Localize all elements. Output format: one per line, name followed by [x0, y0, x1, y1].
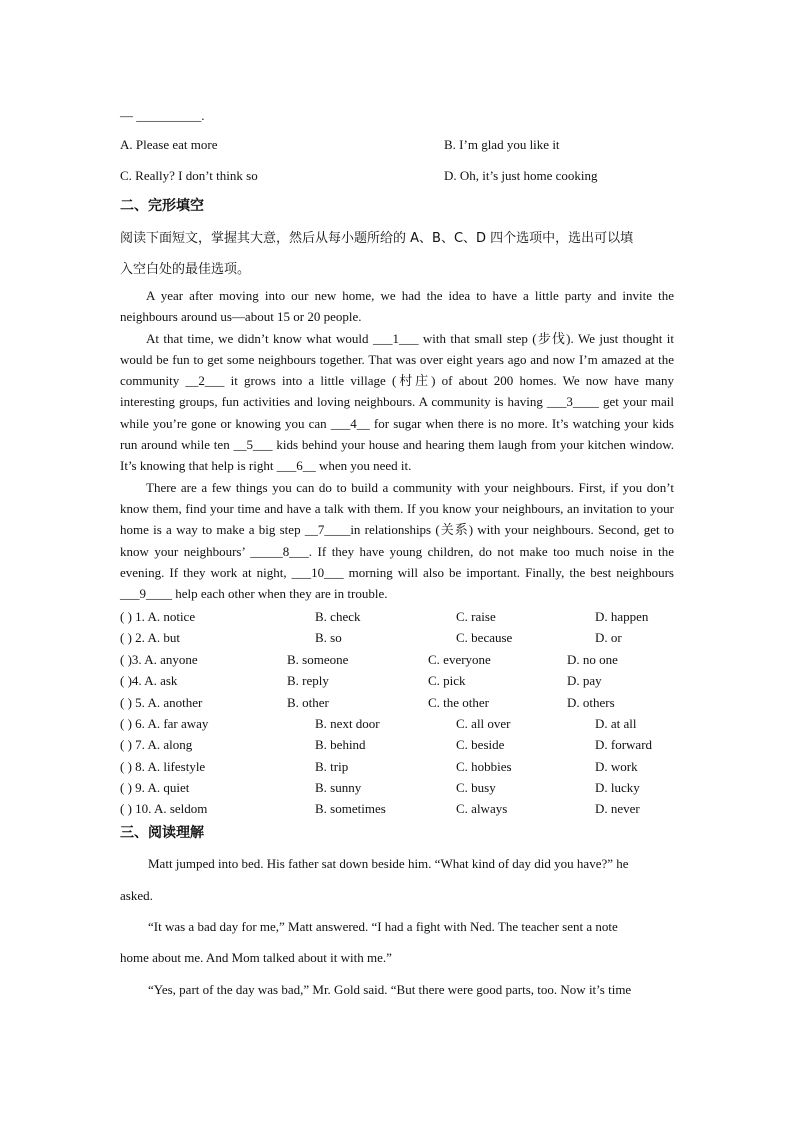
option-b: B. check [315, 609, 361, 624]
cloze-passage [120, 285, 674, 604]
cloze-paragraph-2: At that time, we didn’t know what would ___1___ with that small step (步伐). We just thought it would be fun to get some neighbours together. That was over eight years ago and now I’m amazed at the community __2___ it grows into a little village (村庄) of about 200 homes. We now have many interesting groups, fun activities and loving neighbours. A community is having ___3____ get your mail while you’re gone or knowing you can ___4__ for sugar when there is no more. It’s watching your kids run around while ten __5___ kids behind your house and hearing them laugh from your kitchen window. It’s knowing that help is right ___6__ when you need it. [120, 330, 674, 474]
question-number-option-a: ( )3. A. anyone [120, 652, 198, 667]
option-c: C. hobbies [456, 759, 512, 774]
reading-line-5: “Yes, part of the day was bad,” Mr. Gold said. “But there were good parts, too. Now it’s time [148, 982, 632, 997]
option-c: C. always [456, 801, 508, 816]
question-number-option-a: ( ) 2. A. but [120, 630, 180, 645]
option-b: B. behind [315, 737, 366, 752]
prev-option-a: A. Please eat more [120, 137, 218, 152]
option-d: D. no one [567, 652, 618, 667]
question-row [120, 734, 680, 755]
option-c: C. because [456, 630, 513, 645]
option-d: D. pay [567, 673, 602, 688]
prev-option-c: C. Really? I don’t think so [120, 168, 258, 183]
reading-line-1: Matt jumped into bed. His father sat down beside him. “What kind of day did you have?” he [148, 856, 629, 871]
question-row [120, 670, 680, 691]
option-d: D. happen [595, 609, 649, 624]
question-number-option-a: ( )4. A. ask [120, 673, 178, 688]
option-b: B. sometimes [315, 801, 386, 816]
question-row [120, 692, 680, 713]
option-d: D. never [595, 801, 640, 816]
cloze-paragraph-3: There are a few things you can do to build a community with your neighbours. First, if you don’t know them, find your time and have a talk with them. If you know your neighbours, an invitation to your home is a way to make a big step __7____in relationships (关系) with your neighbours. Second, get to know your neighbours’ _____8___. If they have young children, do not make too much noise in the evening. If they work at night, ___10___ morning will also be important. Finally, the best neighbours ___9____ help each other when they are in trouble. [120, 479, 674, 602]
option-d: D. forward [595, 737, 653, 752]
option-b: B. reply [287, 673, 329, 688]
option-b: B. trip [315, 759, 349, 774]
question-number-option-a: ( ) 10. A. seldom [120, 801, 208, 816]
section-title-cloze: 二、完形填空 [120, 198, 204, 214]
question-number-option-a: ( ) 9. A. quiet [120, 780, 190, 795]
question-row [120, 713, 680, 734]
prev-option-d: D. Oh, it’s just home cooking [444, 168, 598, 183]
question-number-option-a: ( ) 5. A. another [120, 695, 203, 710]
option-b: B. so [315, 630, 342, 645]
question-number-option-a: ( ) 7. A. along [120, 737, 193, 752]
question-number-option-a: ( ) 6. A. far away [120, 716, 209, 731]
section-title-reading: 三、阅读理解 [120, 825, 204, 841]
question-number-option-a: ( ) 1. A. notice [120, 609, 196, 624]
option-d: D. or [595, 630, 622, 645]
question-row [120, 777, 680, 798]
question-number-option-a: ( ) 8. A. lifestyle [120, 759, 206, 774]
option-c: C. all over [456, 716, 511, 731]
answer-blank-line: — __________. [120, 108, 205, 123]
question-row [120, 627, 680, 648]
option-c: C. beside [456, 737, 505, 752]
reading-line-3: “It was a bad day for me,” Matt answered. “I had a fight with Ned. The teacher sent a note [148, 919, 618, 934]
question-row [120, 798, 680, 819]
question-row [120, 649, 680, 670]
option-c: C. pick [428, 673, 466, 688]
option-d: D. others [567, 695, 615, 710]
reading-line-4: home about me. And Mom talked about it with me.” [120, 950, 392, 965]
option-c: C. everyone [428, 652, 491, 667]
option-c: C. the other [428, 695, 490, 710]
question-row [120, 606, 680, 627]
option-d: D. lucky [595, 780, 640, 795]
option-d: D. at all [595, 716, 637, 731]
option-c: C. raise [456, 609, 496, 624]
prev-option-b: B. I’m glad you like it [444, 137, 560, 152]
option-b: B. someone [287, 652, 349, 667]
option-b: B. sunny [315, 780, 362, 795]
reading-line-2: asked. [120, 888, 153, 903]
question-row [120, 756, 680, 777]
cloze-paragraph-1: A year after moving into our new home, we had the idea to have a little party and invite the neighbours around us—about 15 or 20 people. [120, 288, 674, 325]
option-d: D. work [595, 759, 638, 774]
option-c: C. busy [456, 780, 496, 795]
cloze-instruction-line-2: 入空白处的最佳选项。 [120, 262, 251, 277]
option-b: B. other [287, 695, 329, 710]
cloze-instruction-line-1: 阅读下面短文，掌握其大意，然后从每小题所给的 A、B、C、D 四个选项中，选出可以填 [120, 231, 634, 246]
option-b: B. next door [315, 716, 380, 731]
